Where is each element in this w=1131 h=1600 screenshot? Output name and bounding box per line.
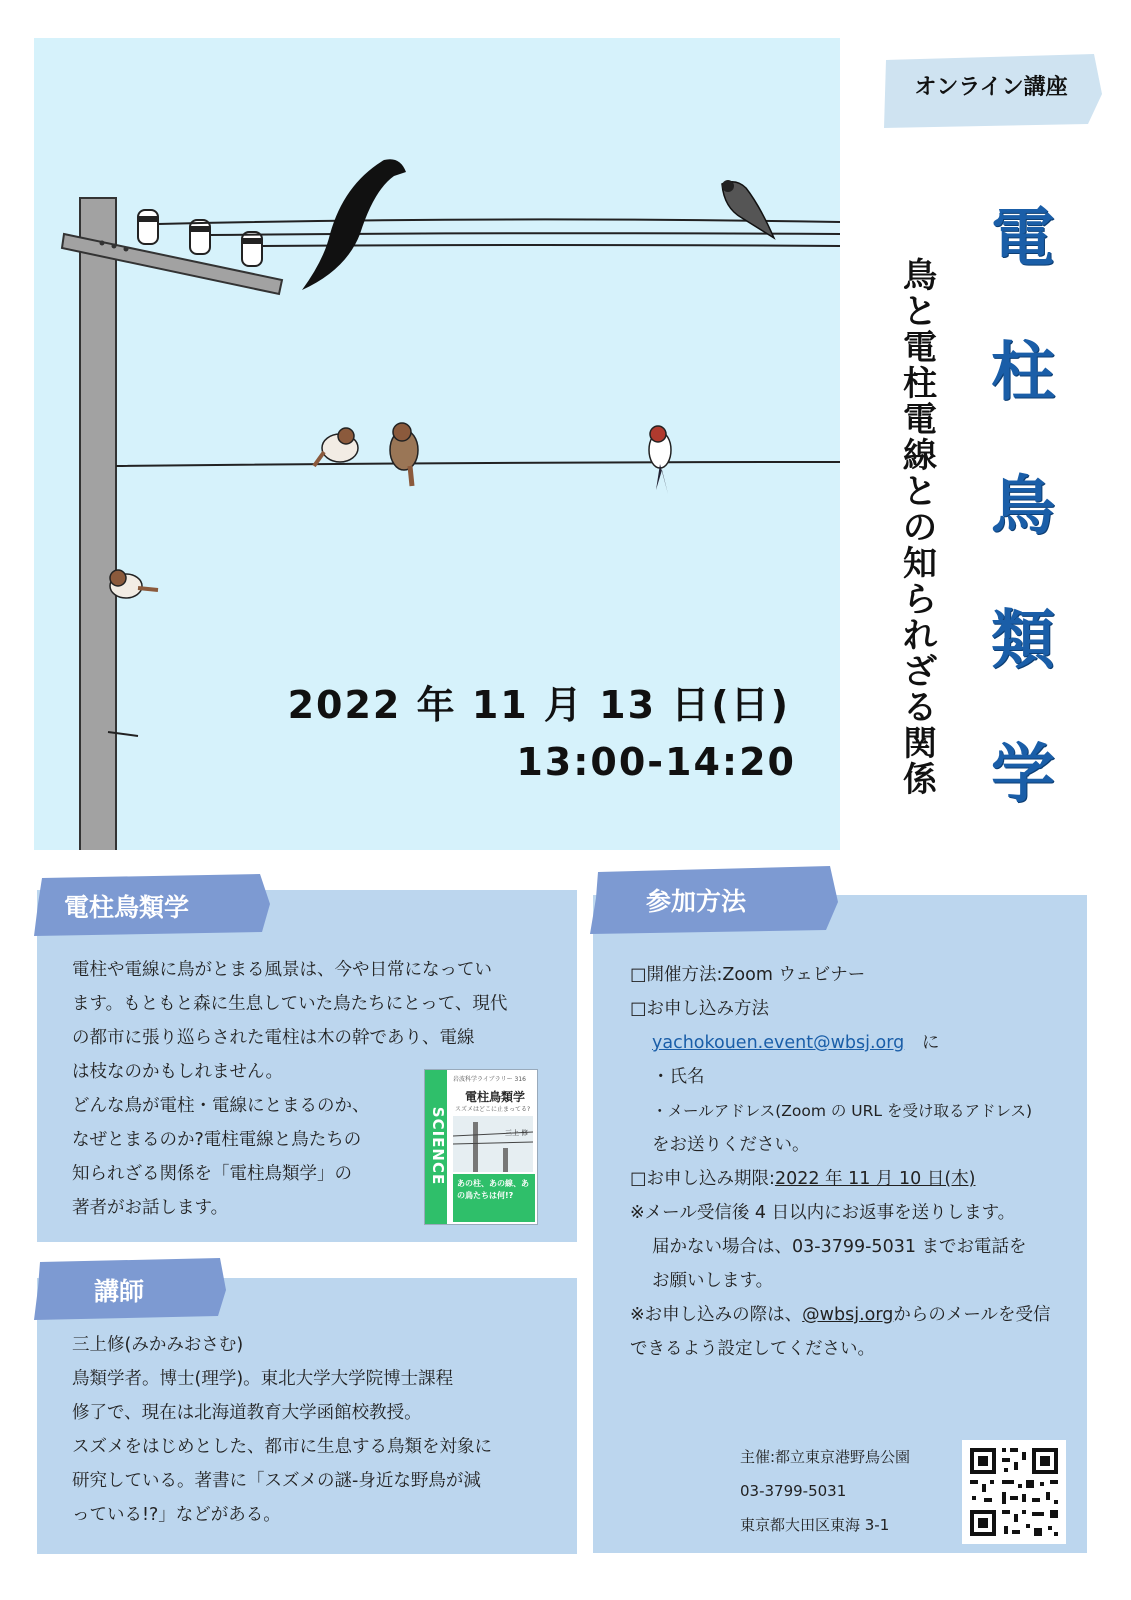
text-line: は枝なのかもしれません。 xyxy=(72,1062,284,1082)
main-title xyxy=(985,172,1061,842)
subtitle-char: れ xyxy=(903,616,937,656)
subtitle xyxy=(895,258,945,798)
book-series: 岩波科学ライブラリー 316 xyxy=(453,1076,526,1083)
bird-bulbul-illustration xyxy=(722,180,774,238)
lecturer-text xyxy=(72,1328,492,1532)
book-cover-photo xyxy=(453,1116,533,1172)
sparrow-illustration xyxy=(390,423,418,486)
subtitle-char: 電 xyxy=(903,400,937,440)
lecturer-heading: 講師 xyxy=(94,1277,145,1306)
join-apply: □お申し込み方法 xyxy=(630,999,770,1019)
subtitle-char: 電 xyxy=(903,328,937,368)
text-line: の都市に張り巡らされた電柱は木の幹であり、電線 xyxy=(72,1028,475,1048)
qr-code[interactable] xyxy=(962,1440,1066,1544)
note-text: ※お申し込みの際は、 xyxy=(630,1305,803,1325)
join-note: できるよう設定してください。 xyxy=(630,1339,875,1359)
join-text xyxy=(630,958,1051,1366)
join-method: □開催方法:Zoom ウェビナー xyxy=(630,965,866,985)
join-deadline-line xyxy=(630,1162,1051,1196)
text-line: 知られざる関係を「電柱鳥類学」の xyxy=(72,1164,352,1184)
subtitle-char: ら xyxy=(903,580,937,620)
deadline-label: □お申し込み期限: xyxy=(630,1169,775,1189)
organizer-address: 東京都大田区東海 3-1 xyxy=(740,1516,890,1534)
subtitle-char: 係 xyxy=(903,760,937,800)
join-heading-tab xyxy=(590,866,838,934)
join-item-name: ・氏名 xyxy=(652,1067,705,1087)
join-note-domain-line xyxy=(630,1298,1051,1332)
join-heading: 参加方法 xyxy=(646,887,747,916)
event-time: 13:00-14:20 xyxy=(516,740,796,784)
qr-code-icon xyxy=(962,1440,1066,1544)
text-line: っている!?」などがある。 xyxy=(72,1505,281,1525)
join-send: をお送りください。 xyxy=(652,1135,810,1155)
power-lines xyxy=(116,219,840,466)
subtitle-char: の xyxy=(903,508,937,548)
organizer-phone: 03-3799-5031 xyxy=(740,1482,847,1500)
online-course-label: オンライン講座 xyxy=(914,75,1068,100)
title-char: 類 xyxy=(991,604,1055,678)
title-char: 学 xyxy=(991,738,1055,812)
note-text: からのメールを受信 xyxy=(893,1305,1051,1325)
email-link[interactable]: yachokouen.event@wbsj.org xyxy=(652,1033,905,1053)
book-subtitle: スズメはどこに止まってる? xyxy=(455,1106,531,1113)
utility-pole xyxy=(80,198,116,850)
about-heading: 電柱鳥類学 xyxy=(64,893,190,922)
title-char: 鳥 xyxy=(991,470,1055,544)
organizer-host: 主催:都立東京港野鳥公園 xyxy=(740,1448,911,1466)
book-tagline: あの柱、あの線、あの鳥たちは何!? xyxy=(453,1174,535,1222)
subtitle-char: 知 xyxy=(903,544,937,584)
book-spine-label: SCIENCE xyxy=(429,1106,447,1186)
text-line: どんな鳥が電柱・電線にとまるのか、 xyxy=(72,1096,370,1116)
text-line: 三上修(みかみおさむ) xyxy=(72,1335,244,1355)
subtitle-char: 柱 xyxy=(903,364,937,404)
subtitle-char: と xyxy=(903,292,937,332)
event-date: 2022 年 11 月 13 日(日) xyxy=(287,683,790,727)
sparrow-illustration xyxy=(110,570,158,598)
text-line: 著者がお話します。 xyxy=(72,1198,229,1218)
text-line: 鳥類学者。博士(理学)。東北大学大学院博士課程 xyxy=(72,1369,454,1389)
subtitle-char: 関 xyxy=(903,724,937,764)
deadline-date: 2022 年 11 月 10 日(木) xyxy=(774,1169,976,1189)
book-title: 電柱鳥類学 xyxy=(465,1090,526,1104)
text-line: 研究している。著書に「スズメの謎-身近な野鳥が減 xyxy=(72,1471,481,1491)
join-email-line xyxy=(630,1026,1051,1060)
join-note: 届かない場合は、03-3799-5031 までお電話を xyxy=(652,1237,1027,1257)
subtitle-char: と xyxy=(903,472,937,512)
about-heading-tab xyxy=(34,874,270,936)
text-line: スズメをはじめとした、都市に生息する鳥類を対象に xyxy=(72,1437,492,1457)
swallow-illustration xyxy=(649,426,671,494)
subtitle-char: 鳥 xyxy=(903,256,937,296)
subtitle-char: る xyxy=(903,688,937,728)
book-cover xyxy=(424,1069,538,1225)
crow-illustration xyxy=(302,159,406,290)
join-note: お願いします。 xyxy=(652,1271,774,1291)
online-course-badge xyxy=(880,54,1102,128)
email-suffix: に xyxy=(921,1033,940,1053)
join-item-mail: ・メールアドレス(Zoom の URL を受け取るアドレス) xyxy=(652,1102,1033,1120)
lecturer-heading-tab xyxy=(34,1258,226,1320)
subtitle-char: ざ xyxy=(903,652,937,692)
organizer-info xyxy=(740,1440,910,1542)
text-line: 電柱や電線に鳥がとまる風景は、今や日常になってい xyxy=(72,960,492,980)
title-char: 柱 xyxy=(991,336,1055,410)
text-line: なぜとまるのか?電柱電線と鳥たちの xyxy=(72,1130,362,1150)
title-char: 電 xyxy=(991,202,1055,276)
text-line: 修了で、現在は北海道教育大学函館校教授。 xyxy=(72,1403,422,1423)
book-author: 三上 修 xyxy=(505,1129,529,1137)
hero-illustration xyxy=(34,38,840,850)
note-domain: @wbsj.org xyxy=(802,1305,894,1325)
subtitle-char: 線 xyxy=(903,436,937,476)
join-note: ※メール受信後 4 日以内にお返事を送りします。 xyxy=(630,1203,1016,1223)
text-line: ます。もともと森に生息していた鳥たちにとって、現代 xyxy=(72,994,508,1014)
sparrow-illustration xyxy=(314,428,358,466)
